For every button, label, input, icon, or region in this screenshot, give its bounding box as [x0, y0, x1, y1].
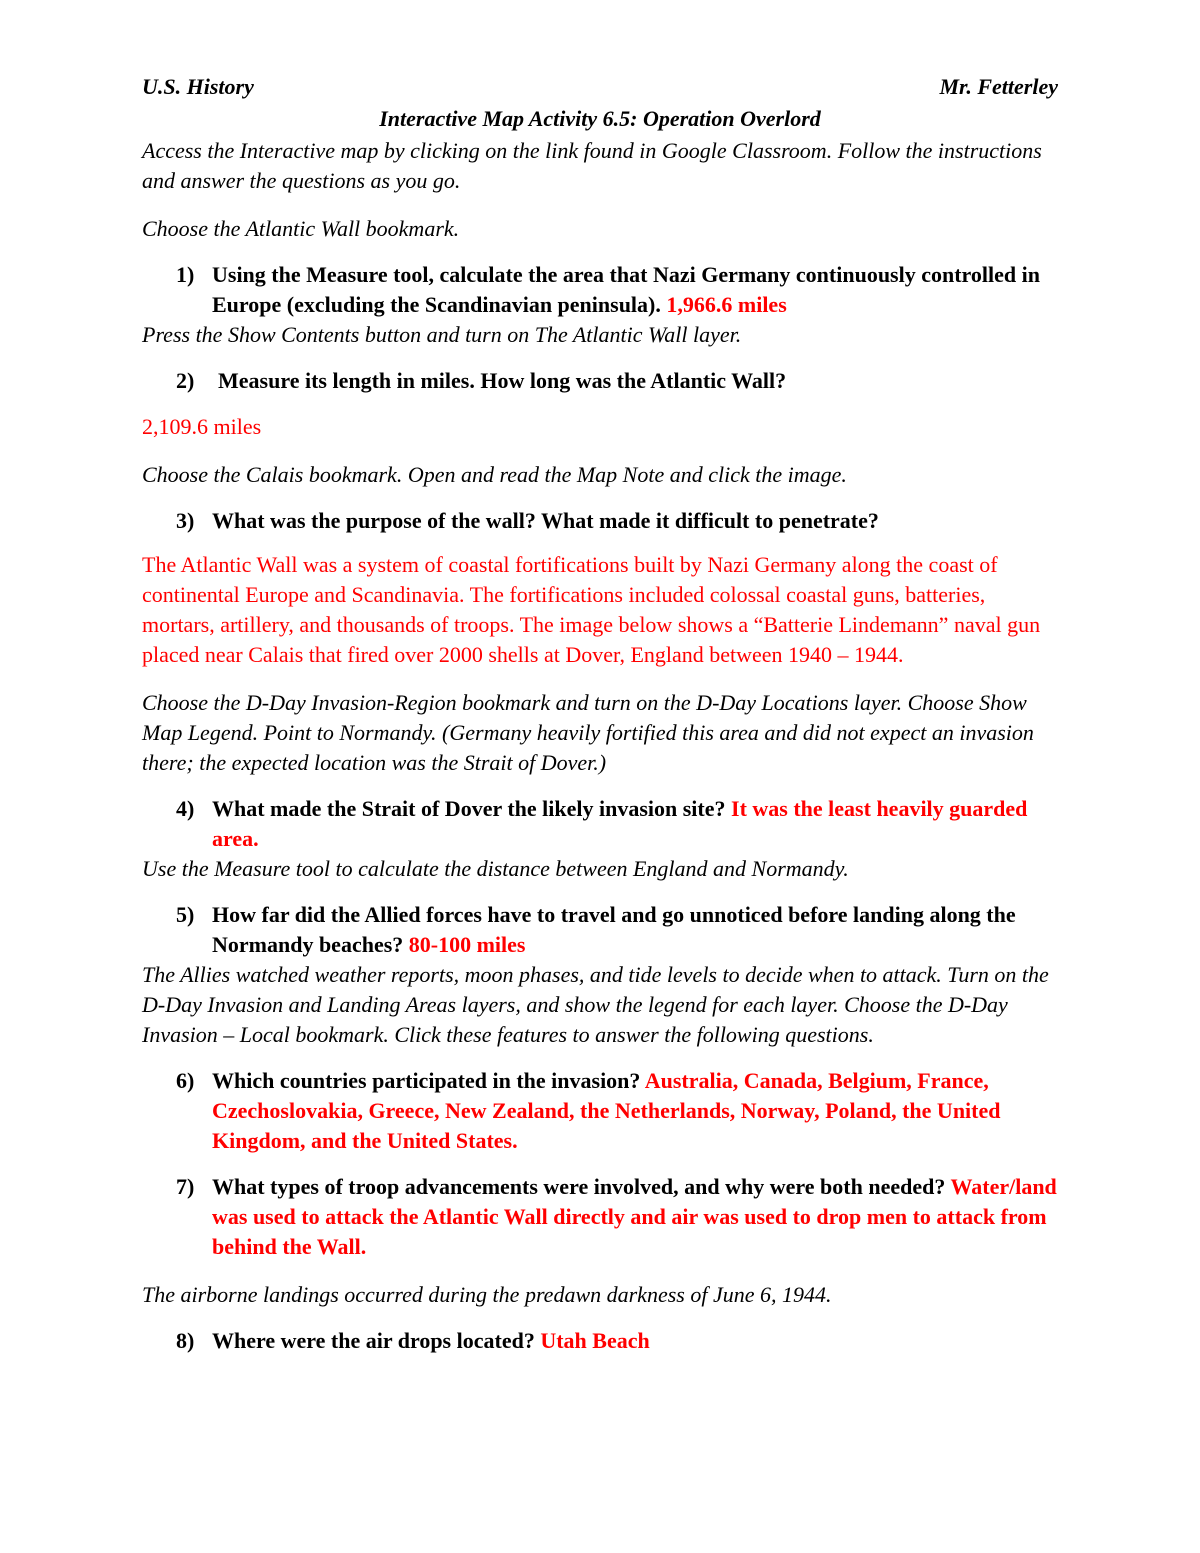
teacher-name: Mr. Fetterley: [939, 74, 1058, 99]
question-text: Which countries participated in the invasion?: [212, 1068, 641, 1093]
course-name: U.S. History: [142, 74, 254, 99]
question-text: How far did the Allied forces have to travel and go unnoticed before landing along the Normandy beaches?: [212, 902, 1016, 957]
question-number: 1): [176, 262, 195, 287]
question-5: [142, 900, 1058, 960]
instruction-5: Use the Measure tool to calculate the distance between England and Normandy.: [142, 856, 849, 881]
question-number: 7): [176, 1174, 195, 1199]
question-4: [142, 794, 1058, 854]
answer-text: Utah Beach: [540, 1328, 650, 1353]
question-text: Using the Measure tool, calculate the area that Nazi Germany continuously controlled in Europe (excluding the Scandinavian peninsula).: [212, 262, 1040, 317]
question-text: What types of troop advancements were involved, and why were both needed?: [212, 1174, 946, 1199]
question-number: 4): [176, 796, 195, 821]
question-text: Where were the air drops located?: [212, 1328, 535, 1353]
question-number: 2): [176, 368, 195, 393]
question-1: [142, 260, 1058, 320]
intro-instructions: Access the Interactive map by clicking on the link found in Google Classroom. Follow the instructions and answer the questions as you go.: [142, 138, 1042, 193]
question-text: What made the Strait of Dover the likely invasion site?: [212, 796, 726, 821]
question-text: What was the purpose of the wall? What made it difficult to penetrate?: [212, 508, 879, 533]
question-3: [142, 506, 1058, 536]
instruction-7: The airborne landings occurred during the predawn darkness of June 6, 1944.: [142, 1282, 832, 1307]
page-header: [142, 72, 1058, 104]
question-number: 8): [176, 1328, 195, 1353]
answer-text: 1,966.6 miles: [666, 292, 787, 317]
answer-text: It was the least heavily guarded area.: [212, 796, 1028, 851]
instruction-6: The Allies watched weather reports, moon phases, and tide levels to decide when to attack. Turn on the D-Day Invasion and Landing Areas layers, and show the legend for each layer. Choose the D-Day Invasion – Local bookmark. Click these features to answer the following questions.: [142, 962, 1049, 1047]
document-page: [142, 72, 1058, 1356]
instruction-2: Press the Show Contents button and turn on The Atlantic Wall layer.: [142, 322, 742, 347]
instruction-1: Choose the Atlantic Wall bookmark.: [142, 216, 460, 241]
question-8: [142, 1326, 1058, 1356]
question-number: 5): [176, 902, 195, 927]
question-2: [142, 366, 1058, 396]
answer-2: 2,109.6 miles: [142, 414, 262, 439]
question-number: 3): [176, 508, 195, 533]
answer-text: Water/land was used to attack the Atlantic Wall directly and air was used to drop men to attack from behind the Wall.: [212, 1174, 1057, 1259]
answer-3: The Atlantic Wall was a system of coastal fortifications built by Nazi Germany along the coast of continental Europe and Scandinavia. The fortifications included colossal coastal guns, batteries, mortars, artillery, and thousands of troops. The image below shows a “Batterie Lindemann” naval gun placed near Calais that fired over 2000 shells at Dover, England between 1940 – 1944.: [142, 552, 1041, 667]
answer-text: 80-100 miles: [408, 932, 526, 957]
instruction-4: Choose the D-Day Invasion-Region bookmark and turn on the D-Day Locations layer. Choose Show Map Legend. Point to Normandy. (Germany heavily fortified this area and did not expect an invasion there; the expected location was the Strait of Dover.): [142, 690, 1034, 775]
question-number: 6): [176, 1068, 195, 1093]
question-6: [142, 1066, 1058, 1156]
answer-text: Australia, Canada, Belgium, France, Czechoslovakia, Greece, New Zealand, the Netherlands, Norway, Poland, the United Kingdom, and the United States.: [212, 1068, 1001, 1153]
instruction-3: Choose the Calais bookmark. Open and read the Map Note and click the image.: [142, 462, 847, 487]
question-text: Measure its length in miles. How long was the Atlantic Wall?: [218, 368, 787, 393]
question-7: [142, 1172, 1058, 1262]
page-title: Interactive Map Activity 6.5: Operation Overlord: [379, 106, 821, 131]
